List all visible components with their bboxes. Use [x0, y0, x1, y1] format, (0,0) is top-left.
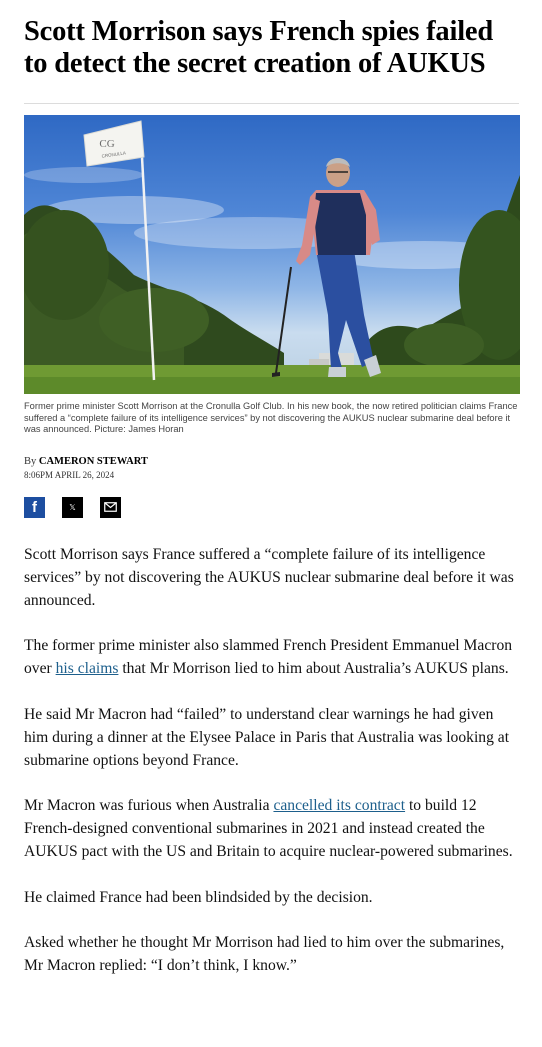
paragraph-text: Mr Macron was furious when Australia — [24, 797, 274, 814]
facebook-icon: f — [32, 498, 37, 516]
article-body — [24, 543, 519, 978]
byline-prefix: By — [24, 455, 37, 467]
hero-image[interactable] — [24, 115, 520, 394]
paragraph: Asked whether he thought Mr Morrison had lied to him over the submarines, Mr Macron replied: “I don’t think, I know.” — [24, 934, 505, 974]
golf-course-photo — [24, 115, 520, 394]
image-caption: Former prime minister Scott Morrison at the Cronulla Golf Club. In his new book, the now retired politician claims France suffered a “complete failure of its intelligence services” by not discovering the AUKUS nuclear submarine deal before it was announced. Picture: James Horan — [24, 401, 518, 434]
paragraph: He said Mr Macron had “failed” to understand clear warnings he had given him during a dinner at the Elysee Palace in Paris that Australia was looking at submarine options beyond France. — [24, 705, 510, 769]
byline — [24, 456, 519, 468]
paragraph: He claimed France had been blindsided by the decision. — [24, 888, 373, 906]
cancelled-contract-link[interactable]: cancelled its contract — [273, 797, 406, 814]
divider — [24, 103, 519, 104]
flag-text: CRONULLA — [101, 150, 127, 159]
share-bar — [24, 497, 519, 518]
author-link[interactable]: CAMERON STEWART — [38, 455, 148, 467]
x-share-button[interactable] — [62, 497, 83, 518]
person-figure — [272, 158, 381, 377]
envelope-icon — [104, 502, 117, 512]
paragraph-text: The former prime minister also slammed French President Emmanuel Macron over — [24, 637, 513, 677]
headline: Scott Morrison says French spies failed to detect the secret creation of AUKUS — [24, 16, 494, 79]
flag-logo: CG — [99, 138, 115, 150]
paragraph-text: that Mr Morrison lied to him about Australia’s AUKUS plans. — [118, 660, 509, 677]
paragraph — [24, 634, 519, 680]
x-icon: 𝕏 — [69, 502, 76, 512]
publish-date: 8:06PM APRIL 26, 2024 — [24, 469, 115, 480]
his-claims-link[interactable]: his claims — [55, 660, 119, 677]
paragraph — [24, 794, 519, 863]
email-share-button[interactable] — [100, 497, 121, 518]
paragraph-text: to build 12 French-designed conventional submarines in 2021 and instead created the AUKUS pact with the US and Britain to acquire nuclear-powered submarines. — [24, 797, 513, 860]
facebook-share-button[interactable] — [24, 497, 45, 518]
paragraph: Scott Morrison says France suffered a “complete failure of its intelligence services” by not discovering the AUKUS nuclear submarine deal before it was announced. — [24, 545, 514, 609]
